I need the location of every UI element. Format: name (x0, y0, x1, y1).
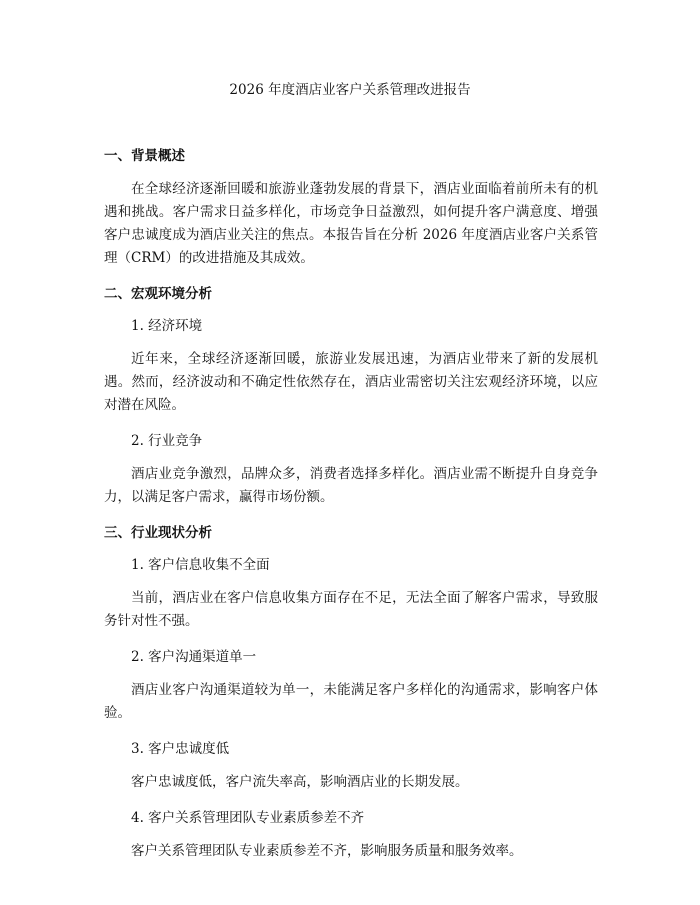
subheading-info-collection: 1. 客户信息收集不全面 (131, 557, 270, 573)
paragraph-industry-competition: 酒店业竞争激烈，品牌众多，消费者选择多样化。酒店业需不断提升自身竞争力，以满足客户需求，赢得市场份额。 (104, 466, 598, 505)
section-heading-industry-status: 三、行业现状分析 (104, 525, 212, 541)
subheading-economic-environment: 1. 经济环境 (131, 318, 203, 334)
section-paragraph-background: 在全球经济逐渐回暖和旅游业蓬勃发展的背景下，酒店业面临着前所未有的机遇和挑战。客户需求日益多样化，市场竞争日益激烈，如何提升客户满意度、增强客户忠诚度成为酒店业关注的焦点。本报告旨在分析 2026 年度酒店业客户关系管理（CRM）的改进措施及其成效。 (104, 181, 598, 266)
document-body (104, 146, 598, 877)
paragraph-crm-team: 客户关系管理团队专业素质参差不齐，影响服务质量和服务效率。 (131, 843, 523, 859)
subheading-communication-channels: 2. 客户沟通渠道单一 (131, 649, 257, 665)
subheading-customer-loyalty: 3. 客户忠诚度低 (131, 741, 230, 757)
paragraph-communication-channels: 酒店业客户沟通渠道较为单一，未能满足客户多样化的沟通需求，影响客户体验。 (104, 682, 598, 721)
section-heading-background: 一、背景概述 (104, 148, 185, 164)
section-heading-macro-environment: 二、宏观环境分析 (104, 286, 212, 302)
subheading-industry-competition: 2. 行业竞争 (131, 433, 203, 449)
document-title: 2026 年度酒店业客户关系管理改进报告 (229, 82, 471, 98)
paragraph-customer-loyalty: 客户忠诚度低，客户流失率高，影响酒店业的长期发展。 (131, 774, 469, 790)
paragraph-info-collection: 当前，酒店业在客户信息收集方面存在不足，无法全面了解客户需求，导致服务针对性不强。 (104, 590, 598, 629)
paragraph-economic-environment: 近年来，全球经济逐渐回暖，旅游业发展迅速，为酒店业带来了新的发展机遇。然而，经济波动和不确定性依然存在，酒店业需密切关注宏观经济环境，以应对潜在风险。 (104, 351, 598, 413)
subheading-crm-team: 4. 客户关系管理团队专业素质参差不齐 (131, 810, 365, 826)
